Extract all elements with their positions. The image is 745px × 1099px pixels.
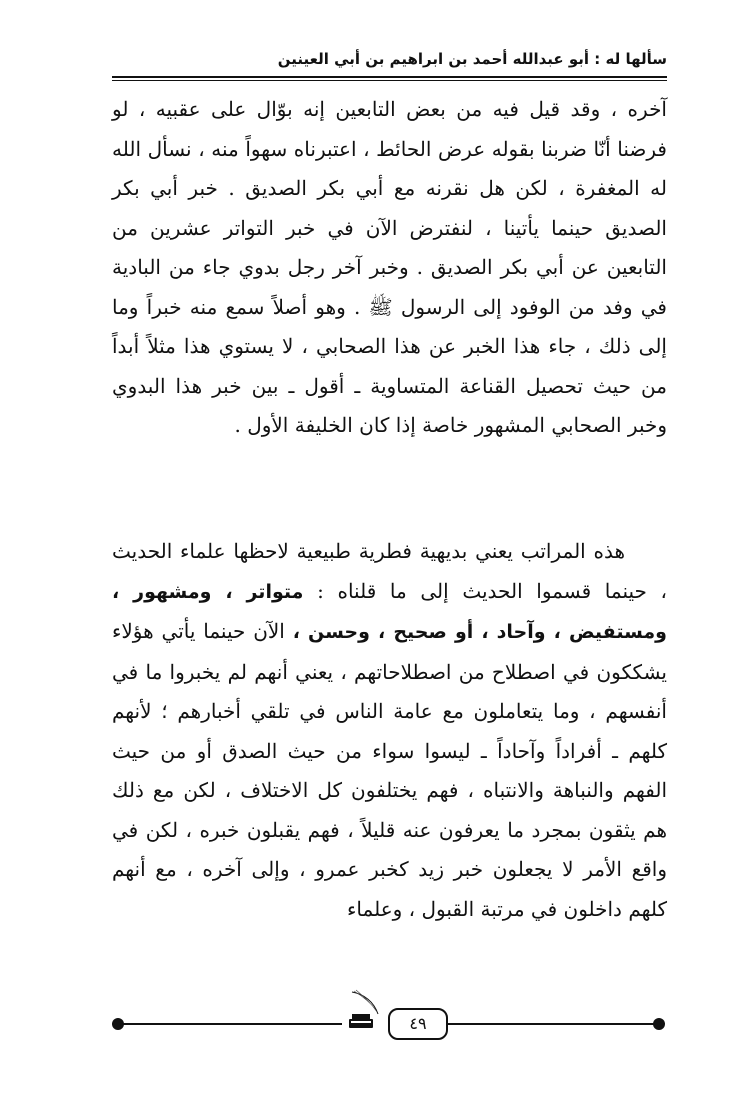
body-paragraph-1 <box>112 90 667 446</box>
inkwell-quill-icon <box>344 988 384 1030</box>
footer-line-right <box>447 1023 657 1025</box>
hadith-terms: متواتر ، ومشهور ، ومستفيض ، وآحاد ، أو صحيح ، وحسن ، <box>112 580 667 643</box>
body-paragraph-2 <box>112 532 667 929</box>
header-rule <box>112 76 667 81</box>
paragraph-2-text-b: الآن حينما يأتي هؤلاء يشككون في اصطلاح من اصطلاحاتهم ، يعني أنهم لم يخبروا ما في أنفسهم ، وما يتعاملون مع عامة الناس في تلقي أخبارهم ؛ لأنهم كلهم ـ أفراداً وآحاداً ـ ليسوا سواء من حيث الصدق أو من حيث الفهم والنباهة والانتباه ، فهم يختلفون كل الاختلاف ، لكن مع ذلك هم يثقون بمجرد ما يعرفون عنه قليلاً ، فهم يقبلون خبره ، لكن في واقع الأمر لا يجعلون خبر زيد كخبر عمرو ، وإلى آخره ، مع أنهم كلهم داخلون في مرتبة القبول ، وعلماء <box>112 619 667 921</box>
page-footer <box>112 1006 667 1056</box>
footer-dot-right <box>653 1018 665 1030</box>
page-number: ٤٩ <box>388 1008 448 1040</box>
footer-line-left <box>120 1023 342 1025</box>
paragraph-2-text-a: هذه المراتب يعني بديهية فطرية طبيعية لاحظها علماء الحديث ، حينما قسموا الحديث إلى ما قلناه : <box>112 539 667 603</box>
paragraph-1-text: آخره ، وقد قيل فيه من بعض التابعين إنه بوّال على عقبيه ، لو فرضنا أنّا ضربنا بقوله عرض الحائط ، اعتبرناه سهواً منه ، نسأل الله له المغفرة ، لكن هل نقرنه مع أبي بكر الصديق . خبر أبي بكر الصديق حينما يأتينا ، لنفترض الآن في خبر التواتر عشرين من التابعين عن أبي بكر الصديق . وخبر آخر رجل بدوي جاء من البادية في وفد من الوفود إلى الرسول ﷺ . وهو أصلاً سمع منه خبراً وما إلى ذلك ، جاء هذا الخبر عن هذا الصحابي ، لا يستوي هذا مثلاً أبداً من حيث تحصيل القناعة المتساوية ـ أقول ـ بين خبر هذا البدوي وخبر الصحابي المشهور خاصة إذا كان الخليفة الأول . <box>112 97 667 437</box>
running-header: سألها له : أبو عبدالله أحمد بن ابراهيم بن أبي العينين <box>277 50 667 68</box>
